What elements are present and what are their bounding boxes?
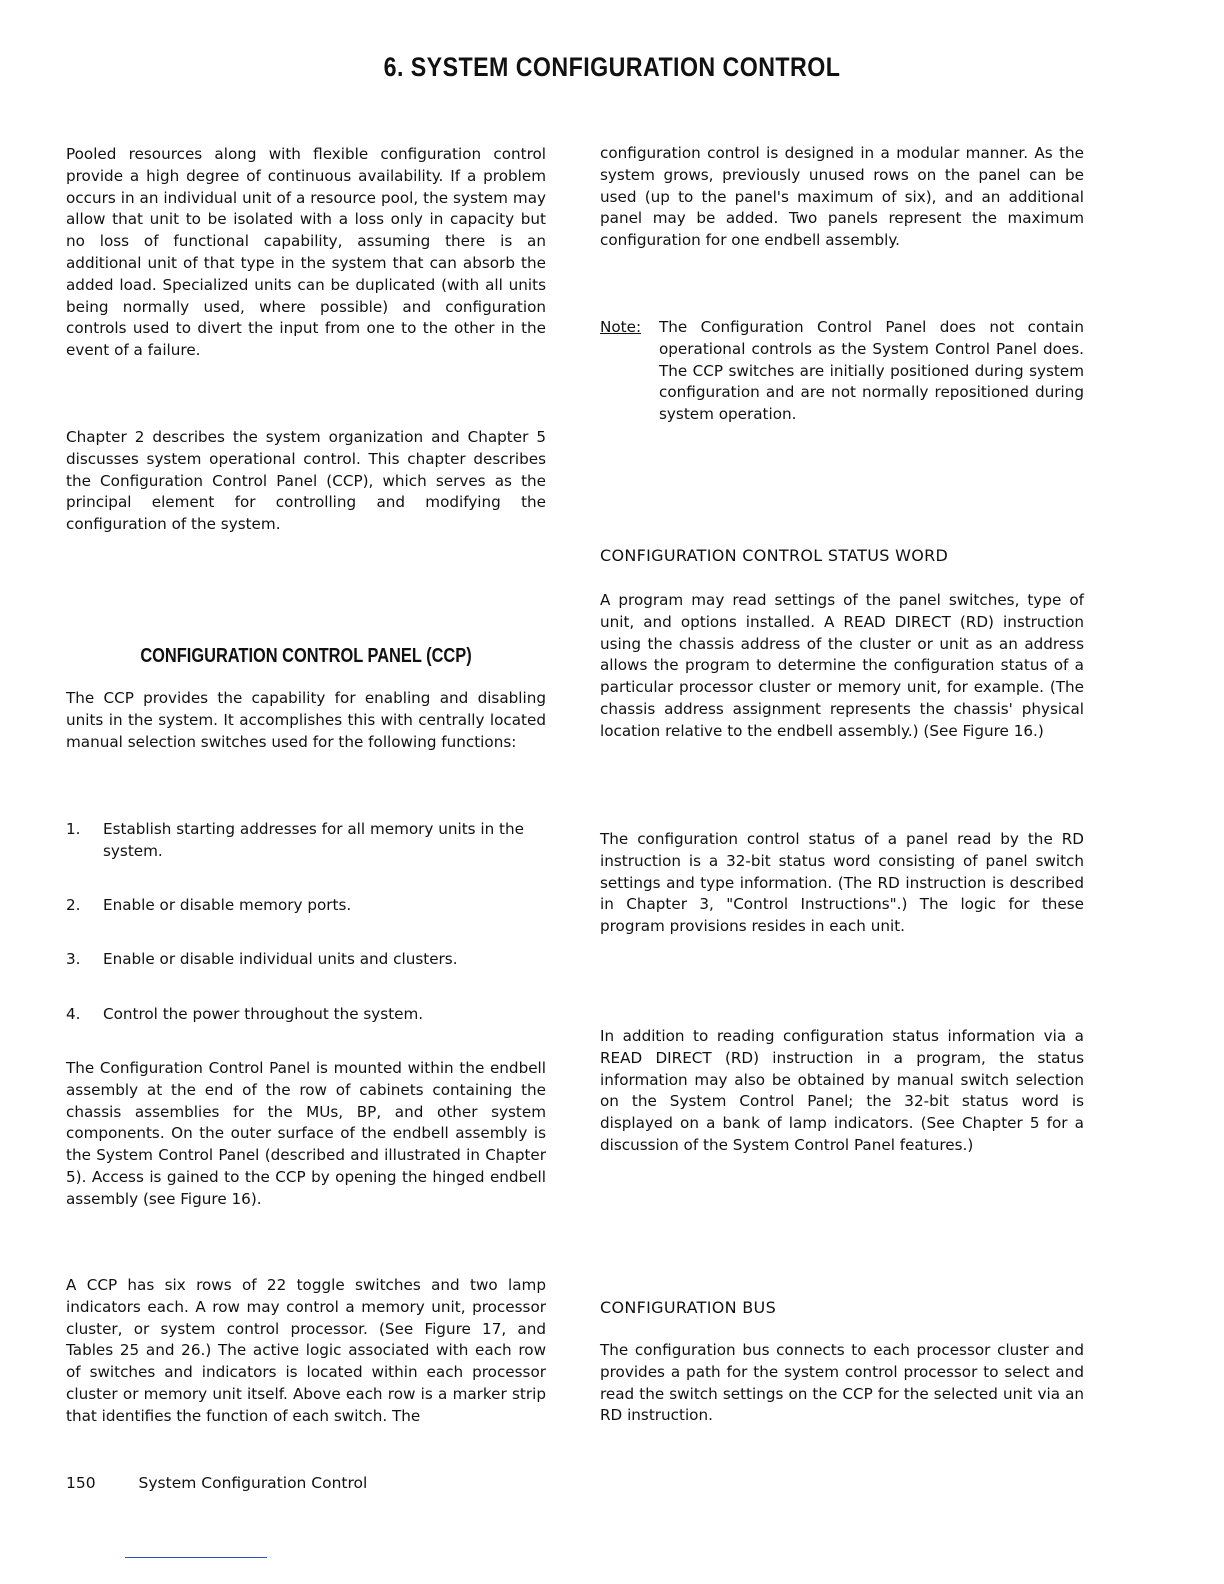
paragraph-ccp-mounting: The Configuration Control Panel is mounted within the endbell assembly at the end of the row of cabinets containing the chassis assemblies for the MUs, BP, and other system components. On the outer surface of the endbell assembly is the System Control Panel (described and illustrated in Chapter 5). Access is gained to the CCP by opening the hinged endbell assembly (see Figure 16). [66,1059,546,1208]
paragraph-status-word: The configuration control status of a panel read by the RD instruction is a 32-bit status word consisting of panel switch settings and type information. (The RD instruction is described in Chapter 3, "Control Instructions".) The logic for these program provisions resides in each unit. [600,830,1084,936]
section-heading-ccp: CONFIGURATION CONTROL PANEL (CCP) [140,645,472,667]
list-item [66,949,546,971]
list-item [66,895,546,917]
scan-artifact-line [125,1557,267,1558]
note-block [600,317,1084,426]
note-text: The Configuration Control Panel does not contain operational controls as the System Control Panel does. The CCP switches are initially positioned during system configuration and are not normally repositioned during system operation. [659,318,1084,424]
section-heading-status-word: CONFIGURATION CONTROL STATUS WORD [600,546,949,565]
list-text: Enable or disable memory ports. [103,896,352,914]
list-text: Enable or disable individual units and clusters. [103,950,458,968]
paragraph-read-direct: A program may read settings of the panel switches, type of unit, and options installed. A READ DIRECT (RD) instruction using the chassis address of the cluster or unit as an address allows the program to determine the configuration status of a particular processor cluster or memory unit, for example. (The chassis address assignment represents the chassis' physical location relative to the endbell assembly.) (See Figure 16.) [600,591,1084,740]
list-number: 3. [66,950,81,968]
list-number: 4. [66,1005,81,1023]
left-column-lower [66,0,546,1584]
list-item [66,819,546,863]
paragraph-ccp-capability: The CCP provides the capability for enabling and disabling units in the system. It accomplishes this with centrally located manual selection switches used for the following functions: [66,689,546,751]
page-number: 150 [66,1474,96,1492]
list-text: Control the power throughout the system. [103,1005,424,1023]
list-number: 1. [66,820,81,838]
section-heading-config-bus: CONFIGURATION BUS [600,1298,777,1317]
page-title: 6. SYSTEM CONFIGURATION CONTROL [383,52,841,82]
paragraph-chapter-overview: Chapter 2 describes the system organization and Chapter 5 discusses system operational control. This chapter describes the Configuration Control Panel (CCP), which serves as the principal element for controlling and modifying the configuration of the system. [66,428,546,534]
running-title: System Configuration Control [138,1474,368,1492]
note-label: Note: [600,318,642,336]
right-column [600,0,1084,1584]
paragraph-pooled-resources: Pooled resources along with flexible configuration control provide a high degree of continuous availability. If a problem occurs in an individual unit of a resource pool, the system may allow that unit to be isolated with a loss only in capacity but no loss of functional capability, assuming there is an additional unit of that type in the system that can absorb the added load. Specialized units can be duplicated (with all units being normally used, where possible) and configuration controls used to divert the input from one to the other in the event of a failure. [66,145,546,360]
paragraph-manual-selection: In addition to reading configuration status information via a READ DIRECT (RD) instruction in a program, the status information may also be obtained by manual switch selection on the System Control Panel; the 32-bit status word is displayed on a bank of lamp indicators. (See Chapter 5 for a discussion of the System Control Panel features.) [600,1027,1084,1154]
list-number: 2. [66,896,81,914]
list-text: Establish starting addresses for all memory units in the system. [103,820,524,860]
paragraph-modular-design: configuration control is designed in a modular manner. As the system grows, previously unused rows on the panel can be used (up to the panel's maximum of six), and an additional panel may be added. Two panels represent the maximum configuration for one endbell assembly. [600,144,1084,250]
paragraph-config-bus: The configuration bus connects to each processor cluster and provides a path for the system control processor to select and read the switch settings on the CCP for the selected unit via an RD instruction. [600,1341,1084,1425]
page-footer [66,1474,367,1492]
list-item [66,1004,546,1026]
paragraph-ccp-rows: A CCP has six rows of 22 toggle switches and two lamp indicators each. A row may control a memory unit, processor cluster, or system control processor. (See Figure 17, and Tables 25 and 26.) The active logic associated with each row of switches and indicators is located within each processor cluster or memory unit itself. Above each row is a marker strip that identifies the function of each switch. The [66,1276,546,1425]
